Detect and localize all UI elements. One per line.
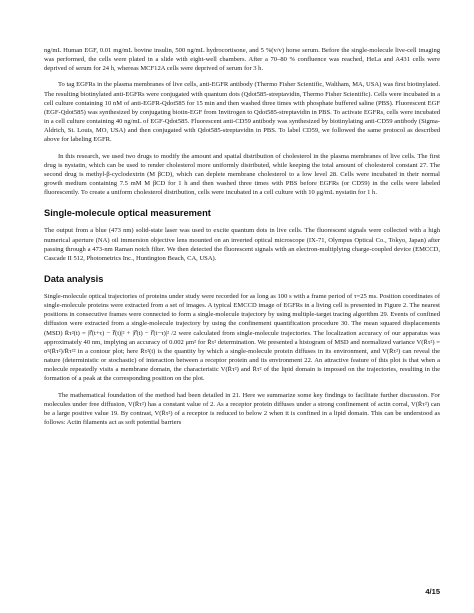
paragraph-growth-medium: ng/mL Human EGF, 0.01 mg/mL bovine insulin, 500 ng/mL hydrocortisone, and 5 %(v/v) horse serum. Before the single-molecule live-cell imaging was performed, the cells were plated in a slide with eight-well chambers. After a 70–80 % confluence was reached, HeLa and A431 cells were deprived of serum for 24 h, whereas MCF12A cells were deprived of serum for 3 h. (44, 47, 440, 73)
paragraph-trajectory-analysis: Single-molecule optical trajectories of proteins under study were recorded for as long as 100 s with a frame period of τ=25 ms. Position coordinates of single-molecule proteins were extracted from a set of images. A typical EMCCD image of EGFRs in a living cell is presented in Figure 2. The nearest positions in consecutive frames were connected to form a single-molecule trajectory by using multiple-target tracing algorithm 29. Events of confined diffusion were extracted from a single-molecule trajectory by using the confinement quantification procedure 30. The mean squared displacements (MSD) R̄τ²(t) = |r⃗(t+τ) − r⃗(t)|² + |r⃗(t) − r⃗(t−τ)|² /2 were calculated from single-molecule trajectories. The localization accuracy of our apparatus was approximately 40 nm, implying an accuracy of 0.002 μm² for R̄τ² determination. We presented a histogram of MSD and normalized variance V(R̄τ²) = σ²(R̄τ²)/R̄τ²² in a contour plot; here R̄τ²(t) is the quantity by which a single-molecule protein diffuses in its environment, and V(R̄τ²) can reveal the nature (deterministic or stochastic) of interaction between a receptor protein and its environment 22. An attractive feature of this plot is that when a molecule repeatedly visits a membrane domain, the characteristic V(R̄τ²) and R̄τ² of the lipid domain is imposed on the trajectories, resulting in the formation of a peak at the corresponding position on the plot. (44, 292, 440, 383)
paragraph-mathematical-foundation: The mathematical foundation of the method had been detailed in 21. Here we summarize some key findings to facilitate further discussion. For molecules under free diffusion, V(R̄τ²) has a constant value of 2. As a receptor protein diffuses under a strong confinement of actin corral, V(R̄τ²) can be a large positive value 19. By contrast, V(R̄τ²) of a receptor is reduced to below 2 when it is confined in a lipid domain. This can be understood as follows: Actin filaments act as soft potential barriers (44, 391, 440, 426)
paragraph-egfr-tagging: To tag EGFRs in the plasma membranes of live cells, anti-EGFR antibody (Thermo Fisher Scientific, Waltham, MA, USA) was first biotinylated. The resulting biotinylated anti-EGFRs were conjugated with quantum dots (Qdot585-streptavidin, Thermo Fisher Scientific). Cells were incubated in a cell culture containing 10 nM of anti-EGFR-Qdot585 for 15 min and then washed three times with phosphate buffered saline (PBS). Fluorescent EGF (EGF-Qdot585) was synthesized by conjugating biotin-EGF from Invitrogen to Qdot585-streptavidin in PBS. To activate EGFRs, cells were incubated in a cell culture containing 40 ng/mL of EGF-Qdot585. Fluorescent anti-CD59 antibody was synthesized by biotinylating anti-CD59 antibody (Sigma-Aldrich, St. Louis, MO, USA) and then conjugated with Qdot585-streptavidin in PBS. To label CD59, we followed the same protocol as described above for labeling EGFR. (44, 81, 440, 144)
paper-body (44, 46, 440, 427)
paragraph-optical-setup: The output from a blue (473 nm) solid-state laser was used to excite quantum dots in live cells. The fluorescent signals were collected with a high numerical aperture (NA) oil immersion objective lens mounted on an inverted optical microscope (IX-71, Olympus Optical Co., Tokyo, Japan) after passing through a 473-nm Raman notch filter. We then detected the fluorescent signals with an electron-multiplying charge-coupled device (EMCCD, Cascade II 512, Photometrics Inc., Huntington Beach, CA, USA). (44, 227, 440, 262)
section-heading-data-analysis: Data analysis (44, 273, 104, 284)
page-number: 4/15 (425, 587, 440, 596)
section-heading-optical-measurement: Single-molecule optical measurement (44, 208, 211, 219)
paragraph-cholesterol-drugs: In this research, we used two drugs to modify the amount and spatial distribution of cholesterol in the plasma membranes of live cells. The first drug is nystatin, which can be used to render cholesterol more uniformly distributed, while keeping the total amount of cholesterol constant 27. The second drug is methyl-β-cyclodextrin (M βCD), which can deplete membrane cholesterol to a low level 28. Cells were incubated in their normal growth medium containing 7.5 mM M βCD for 1 h and then washed three times with PBS before EGFRs (or CD59) in the cells were labeled fluorescently. To create a uniform cholesterol distribution, cells were incubated in a cell culture with 10 μg/mL nystatin for 1 h. (44, 152, 440, 197)
